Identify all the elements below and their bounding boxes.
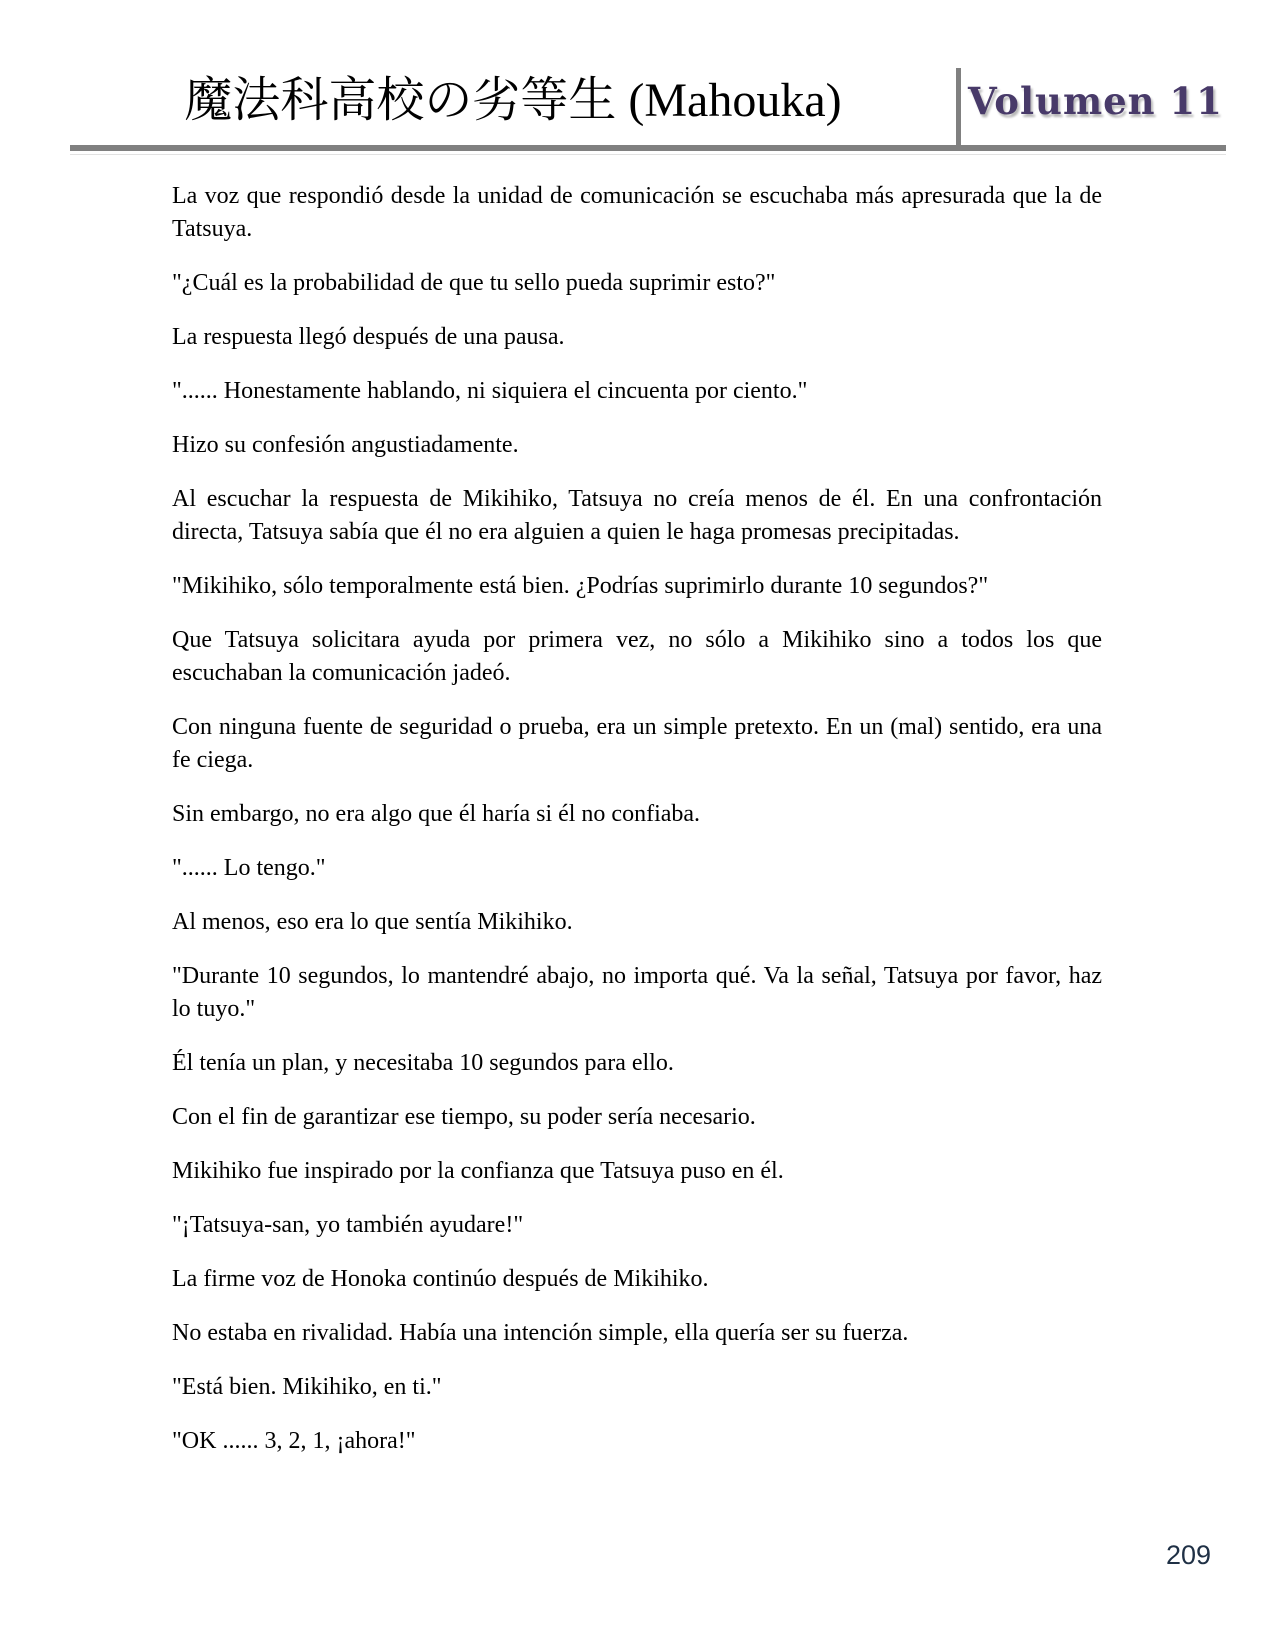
paragraph: Al menos, eso era lo que sentía Mikihiko. bbox=[172, 909, 573, 935]
page-header bbox=[70, 0, 1226, 165]
paragraph: "¡Tatsuya-san, yo también ayudare!" bbox=[172, 1212, 524, 1238]
paragraph: "¿Cuál es la probabilidad de que tu sello pueda suprimir esto?" bbox=[172, 270, 776, 296]
paragraph: La respuesta llegó después de una pausa. bbox=[172, 324, 565, 350]
paragraph: Al escuchar la respuesta de Mikihiko, Tatsuya no creía menos de él. En una confrontación directa, Tatsuya sabía que él no era alguien a quien le haga promesas precipitadas. bbox=[172, 486, 1102, 545]
paragraph: Hizo su confesión angustiadamente. bbox=[172, 432, 519, 458]
paragraph: No estaba en rivalidad. Había una intención simple, ella quería ser su fuerza. bbox=[172, 1320, 909, 1346]
paragraph: "Mikihiko, sólo temporalmente está bien. ¿Podrías suprimirlo durante 10 segundos?" bbox=[172, 573, 989, 599]
paragraph: "...... Lo tengo." bbox=[172, 855, 326, 881]
paragraph: "OK ...... 3, 2, 1, ¡ahora!" bbox=[172, 1428, 416, 1454]
page-body bbox=[172, 180, 1102, 1479]
paragraph: Con ninguna fuente de seguridad o prueba, era un simple pretexto. En un (mal) sentido, era una fe ciega. bbox=[172, 714, 1102, 773]
header-rule bbox=[70, 145, 1226, 151]
document-title: 魔法科高校の劣等生 (Mahouka) bbox=[184, 74, 842, 127]
paragraph: Con el fin de garantizar ese tiempo, su poder sería necesario. bbox=[172, 1104, 756, 1130]
page-number: 209 bbox=[1166, 1540, 1212, 1570]
paragraph: Él tenía un plan, y necesitaba 10 segundos para ello. bbox=[172, 1050, 674, 1076]
paragraph: La firme voz de Honoka continúo después de Mikihiko. bbox=[172, 1266, 709, 1292]
paragraph: Que Tatsuya solicitara ayuda por primera vez, no sólo a Mikihiko sino a todos los que escuchaban la comunicación jadeó. bbox=[172, 627, 1102, 686]
paragraph: "Está bien. Mikihiko, en ti." bbox=[172, 1374, 442, 1400]
paragraph: "Durante 10 segundos, lo mantendré abajo, no importa qué. Va la señal, Tatsuya por favor, haz lo tuyo." bbox=[172, 963, 1102, 1022]
volume-label: Volumen 11 bbox=[968, 79, 1223, 123]
paragraph: La voz que respondió desde la unidad de comunicación se escuchaba más apresurada que la de Tatsuya. bbox=[172, 183, 1102, 242]
header-vertical-divider bbox=[956, 68, 961, 146]
paragraph: Sin embargo, no era algo que él haría si él no confiaba. bbox=[172, 801, 701, 827]
paragraph: "...... Honestamente hablando, ni siquiera el cincuenta por ciento." bbox=[172, 378, 808, 404]
paragraph: Mikihiko fue inspirado por la confianza que Tatsuya puso en él. bbox=[172, 1158, 784, 1184]
header-rule-shadow bbox=[70, 154, 1226, 155]
